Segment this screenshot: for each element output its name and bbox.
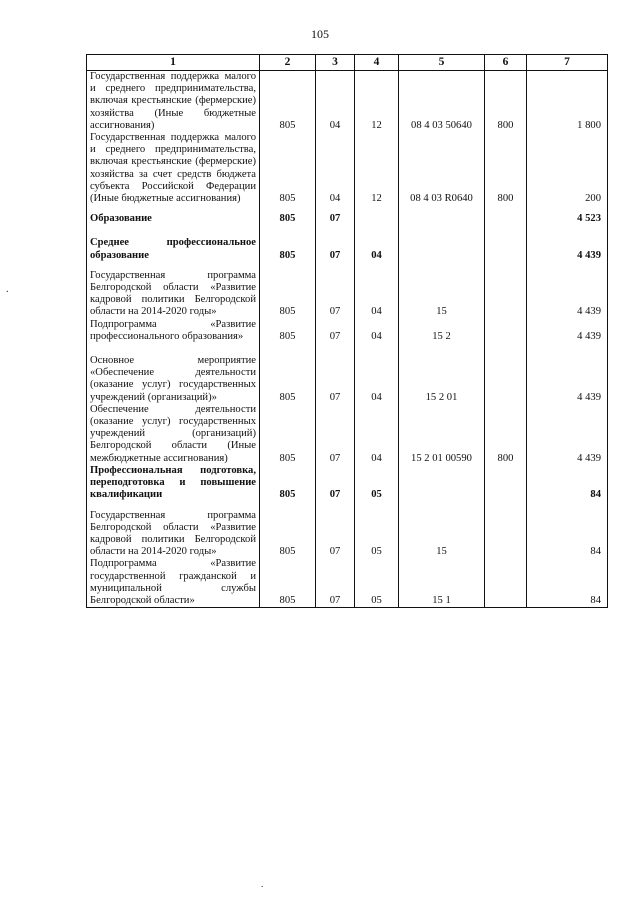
row-col-3: 04 [316, 132, 355, 205]
table-row [87, 558, 608, 607]
row-col-3: 07 [316, 262, 355, 319]
row-col-3: 07 [316, 465, 355, 502]
row-col-2: 805 [260, 502, 316, 559]
row-col-4: 04 [355, 262, 399, 319]
row-col-7: 4 439 [527, 404, 608, 465]
table-row [87, 343, 608, 404]
row-col-5: 15 2 01 00590 [399, 404, 485, 465]
row-col-7: 4 439 [527, 225, 608, 261]
row-col-2: 805 [260, 205, 316, 225]
row-col-5: 08 4 03 50640 [399, 71, 485, 133]
row-name: Образование [87, 205, 260, 225]
row-col-4: 05 [355, 558, 399, 607]
row-name: Подпрограмма «Развитие государственной гражданской и муниципальной службы Белгородской области» [87, 558, 260, 607]
row-col-6 [485, 319, 527, 343]
footer-mark: . [261, 879, 264, 889]
row-col-6 [485, 558, 527, 607]
row-col-5 [399, 205, 485, 225]
row-col-6 [485, 465, 527, 502]
header-row [87, 55, 608, 71]
table-row [87, 502, 608, 559]
row-col-7: 4 439 [527, 343, 608, 404]
row-col-4 [355, 205, 399, 225]
row-col-3: 07 [316, 404, 355, 465]
row-col-5 [399, 465, 485, 502]
row-col-5: 08 4 03 R0640 [399, 132, 485, 205]
row-col-5: 15 [399, 262, 485, 319]
row-name: Государственная поддержка малого и среднего предпринимательства, включая крестьянские (фермерские) хозяйства (Иные бюджетные ассигнования) [87, 71, 260, 133]
row-col-6 [485, 225, 527, 261]
row-name: Государственная программа Белгородской области «Развитие кадровой политики Белгородской области на 2014-2020 годы» [87, 502, 260, 559]
row-col-5: 15 2 01 [399, 343, 485, 404]
margin-mark: . [6, 284, 9, 295]
row-col-4: 12 [355, 71, 399, 133]
row-col-2: 805 [260, 71, 316, 133]
row-col-3: 07 [316, 205, 355, 225]
row-col-7: 4 439 [527, 262, 608, 319]
table-row [87, 132, 608, 205]
row-col-7: 84 [527, 558, 608, 607]
header-col-2: 2 [260, 55, 316, 71]
row-col-3: 07 [316, 343, 355, 404]
row-col-7: 4 523 [527, 205, 608, 225]
row-col-2: 805 [260, 343, 316, 404]
budget-table [86, 54, 608, 608]
row-name: Государственная программа Белгородской области «Развитие кадровой политики Белгородской области на 2014-2020 годы» [87, 262, 260, 319]
row-name: Профессиональная подготовка, переподготовка и повышение квалификации [87, 465, 260, 502]
row-col-5 [399, 225, 485, 261]
row-col-7: 4 439 [527, 319, 608, 343]
table-row [87, 262, 608, 319]
table-row [87, 319, 608, 343]
row-col-4: 05 [355, 502, 399, 559]
page-number: 105 [311, 27, 329, 41]
row-col-4: 04 [355, 319, 399, 343]
row-col-2: 805 [260, 404, 316, 465]
header-col-3: 3 [316, 55, 355, 71]
table-row-bold [87, 225, 608, 261]
row-col-7: 200 [527, 132, 608, 205]
row-col-4: 05 [355, 465, 399, 502]
header-col-4: 4 [355, 55, 399, 71]
row-col-6: 800 [485, 404, 527, 465]
row-col-7: 84 [527, 502, 608, 559]
row-col-5: 15 [399, 502, 485, 559]
header-col-7: 7 [527, 55, 608, 71]
row-col-3: 04 [316, 71, 355, 133]
row-name: Основное мероприятие «Обеспечение деятельности (оказание услуг) государственных учреждений (организаций)» [87, 343, 260, 404]
row-col-5: 15 2 [399, 319, 485, 343]
row-name: Обеспечение деятельности (оказание услуг) государственных учреждений (организаций) Белгородской области (Иные межбюджетные ассигнования) [87, 404, 260, 465]
header-col-6: 6 [485, 55, 527, 71]
header-col-1: 1 [87, 55, 260, 71]
table-row-bold [87, 465, 608, 502]
row-col-5: 15 1 [399, 558, 485, 607]
row-col-6: 800 [485, 71, 527, 133]
row-name: Подпрограмма «Развитие профессионального образования» [87, 319, 260, 343]
row-col-2: 805 [260, 319, 316, 343]
table-row-bold [87, 205, 608, 225]
row-col-3: 07 [316, 319, 355, 343]
row-col-3: 07 [316, 225, 355, 261]
row-col-6 [485, 343, 527, 404]
header-col-5: 5 [399, 55, 485, 71]
row-col-7: 1 800 [527, 71, 608, 133]
row-col-4: 04 [355, 225, 399, 261]
row-col-2: 805 [260, 262, 316, 319]
row-col-3: 07 [316, 558, 355, 607]
row-name: Среднее профессиональное образование [87, 225, 260, 261]
row-col-4: 12 [355, 132, 399, 205]
row-col-7: 84 [527, 465, 608, 502]
row-col-3: 07 [316, 502, 355, 559]
row-col-4: 04 [355, 404, 399, 465]
table-row [87, 404, 608, 465]
row-name: Государственная поддержка малого и среднего предпринимательства, включая крестьянские (фермерские) хозяйства за счет средств бюджета субъекта Российской Федерации (Иные бюджетные ассигнования) [87, 132, 260, 205]
row-col-6 [485, 262, 527, 319]
row-col-6 [485, 205, 527, 225]
row-col-6 [485, 502, 527, 559]
row-col-2: 805 [260, 465, 316, 502]
row-col-2: 805 [260, 225, 316, 261]
row-col-2: 805 [260, 558, 316, 607]
row-col-6: 800 [485, 132, 527, 205]
row-col-2: 805 [260, 132, 316, 205]
row-col-4: 04 [355, 343, 399, 404]
table-row [87, 71, 608, 133]
